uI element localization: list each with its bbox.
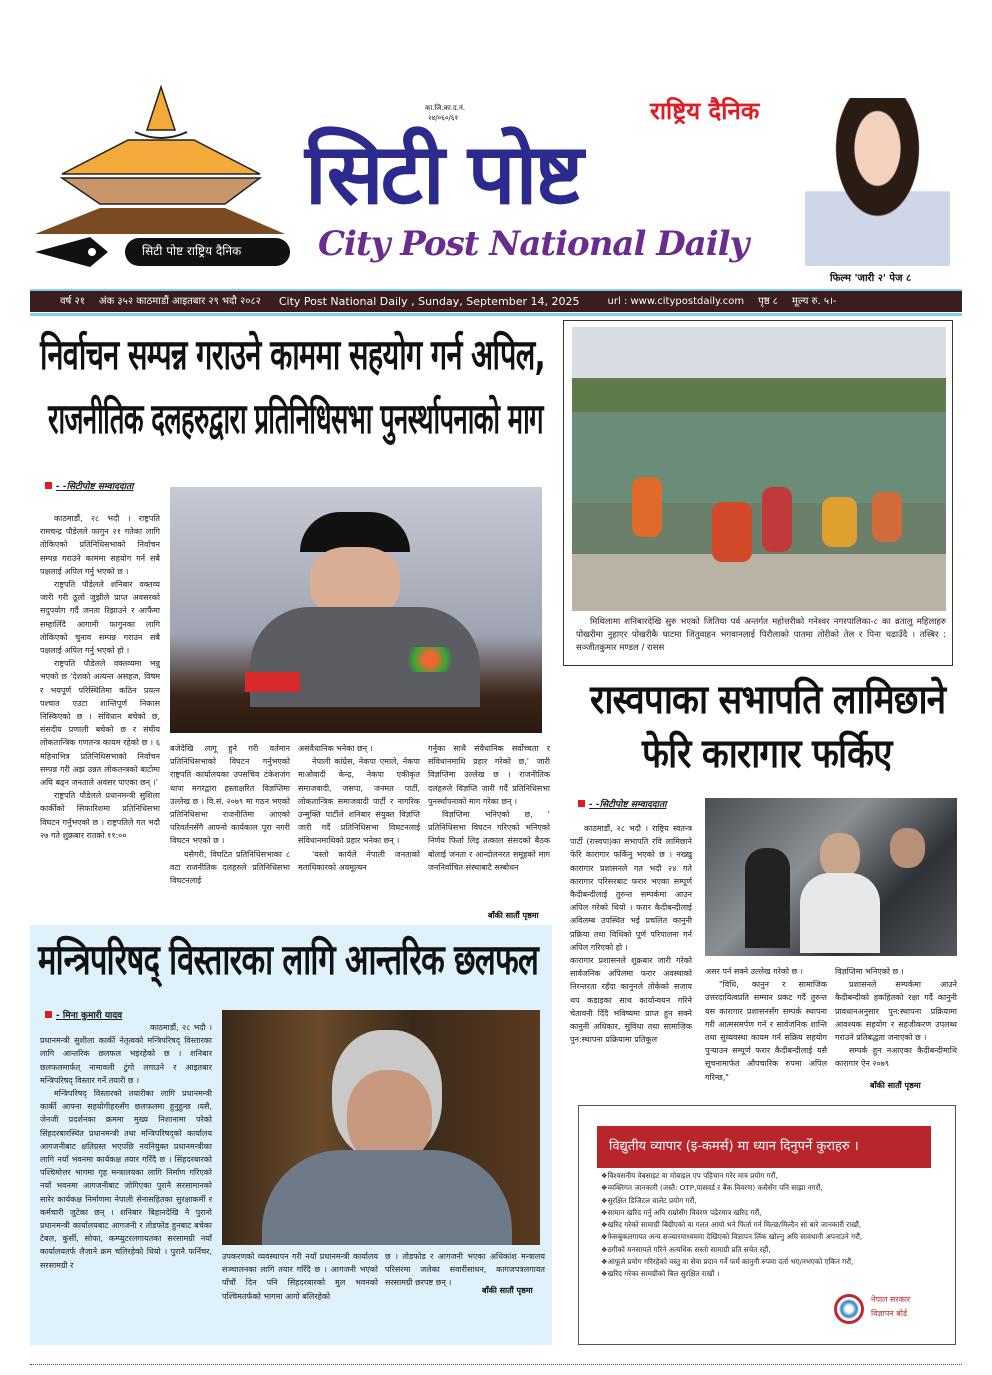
story2-column-2 <box>705 965 827 1090</box>
story1-headline-line2: राजनीतिक दलहरुद्वारा प्रतिनिधिसभा पुनर्स्थापनाको माग <box>48 394 543 443</box>
featured-actress-photo <box>805 98 950 266</box>
story2-headline-line2: फेरि कारागार फर्किए <box>642 731 892 777</box>
story2-column-1 <box>570 822 692 1090</box>
info-bar-content <box>60 291 836 312</box>
ad-title-box <box>597 1126 931 1168</box>
story2-byline: - -सिटीपोष्ट सम्वाददाता <box>578 797 666 810</box>
paragraph: प्रशासनले सम्पर्कमा आउने कैदीबन्दीको हकहितको रक्षा गर्दै कानुनी प्रावधानअनुसार पुन:स्थापना प्रक्रियामा आवश्यक सहयोग र सहजीकरण उपलब्ध गराउने प्रतिबद्धता जनाएको छ । <box>835 980 957 1043</box>
paragraph: विज्ञप्तिमा भनिएको छ, ' प्रतिनिधिसभा विघटन गरिएको भनिएको निर्णय फिर्ता लिइ तत्काल संसदको बैठक बोलाई जनता र आन्दोलनरत समूहको माग जननिर्वाचित संस्थाबाटै सम्बोधन <box>428 810 550 872</box>
ecommerce-ad <box>578 1105 956 1345</box>
story2-continued: बाँकी सातौं पृष्ठमा <box>870 1081 921 1090</box>
english-date: City Post National Daily , Sunday, September 14, 2025 <box>278 295 580 308</box>
story1-column-1 <box>40 512 160 907</box>
volume: वर्ष २१ <box>60 296 85 307</box>
ad-item: ❖सुरक्षित डिजिटल वालेट प्रयोग गरौं, <box>601 1195 697 1205</box>
masthead-tagline: राष्ट्रिय दैनिक <box>650 97 760 125</box>
paragraph: 'यस्तो कार्यले नेपाली जनताको मताधिकारको अवमूल्यन <box>298 849 420 872</box>
issue-date: अंक ३५२ काठमाडौं आइतबार २९ भदौ २०८२ <box>98 296 261 307</box>
story1-continued: बाँकी सातौं पृष्ठमा <box>488 911 539 920</box>
paragraph: उपकरणको व्यवस्थापन गरी नयाँ प्रधानमन्त्री कार्यालय सञ्चालनका लागि तयार गरिँदै छ । आगजनी भएको पाँचौं दिन पनि सिंहदरबारको मुल भवनको पश्चिमतर्फको भागमा आगो बलिरहेको <box>222 1252 378 1301</box>
rule-bottom <box>30 313 962 316</box>
page-count: पृष्ठ ८ <box>758 296 779 307</box>
ad-item: ❖विश्वसनीय वेबसाइट वा मोबाइल एप पहिचान गरेर मात्र प्रयोग गरौं, <box>601 1171 778 1180</box>
president-photo <box>170 487 542 733</box>
masthead-english-title: City Post National Daily <box>318 224 749 264</box>
ad-item: ❖खरिद गरेका सामग्रीको बिल सुरक्षित राखौं । <box>601 1269 720 1279</box>
registration-number: २४/०६०/६१ <box>428 114 459 122</box>
paragraph: "विधि, कानुन र सामाजिक उत्तरदायित्वप्रति सम्मान प्रकट गर्दै तुरुन्त यस कारागार प्रशासनसँग सम्पर्क स्थापना गरी आत्मसमर्पण गर्न र सार्वजनिक शान्ति तथा सुव्यवस्था कायम गर्न सक्रिय सहयोग पुर्‍याउन सम्पूर्ण फरार कैदीबन्दीलाई यसै सूचनामार्फत औपचारिक रुपमा अपिल गरिन्छ," <box>705 980 827 1082</box>
film-teaser: फिल्म 'जारी २' पेज ८ <box>830 273 912 284</box>
logo <box>30 82 292 272</box>
paragraph: असंवैधानिक भनेका छन् । <box>298 744 373 753</box>
story1-headline-line1: निर्वाचन सम्पन्न गराउने काममा सहयोग गर्न अपिल, <box>40 330 545 379</box>
story3-section <box>30 925 552 1345</box>
price: मूल्य रु. ५।- <box>792 296 837 307</box>
website-url: url : www.citypostdaily.com <box>607 296 745 307</box>
ad-item: ❖सामान खरिद गर्नु अघि राम्रोसँग विवरण पढेरमात्र खरिद गरौं, <box>601 1207 762 1217</box>
nepal-government-emblem-icon <box>834 1294 864 1324</box>
story3-column-2 <box>222 1250 378 1320</box>
story1-column-3 <box>298 742 420 897</box>
prime-minister-photo <box>222 1010 540 1245</box>
paragraph: राष्ट्रपति पौडेलले प्रधानमन्त्री सुशिला कार्कीको सिफारिशमा प्रतिनिधिसभा विघटन गर्नुभएको छ । राष्ट्रपतिले गत भदौ २७ गते शुक्रबार रातको ११:०० <box>40 791 160 840</box>
story1-column-2 <box>170 742 290 897</box>
ad-item: ❖आफूले प्रयोग गरिरहेको वस्तु वा सेवा प्रदान गर्ने फर्म कानुनी रुपमा दर्ता भए/नभएको एकिन गरौं, <box>601 1257 854 1267</box>
paragraph: नेपाली कांग्रेस, नेकपा एमाले, नेकपा माओवादी केन्द्र, नेकपा एकीकृत समाजवादी, जसपा, जनमत पार्टी, लोकतान्त्रिक समाजवादी पार्टी र नागरिक उन्मुक्ति पार्टीले शनिबार संयुक्त विज्ञप्ति जारी गर्दै प्रतिनिधिसभा विघटनलाई संविधानमाथिको प्रहार भनेका छन् । <box>298 757 420 846</box>
ad-item: ❖ठगीको मनसायले गरिने अत्यधिक सस्तो सामाग्री प्रति सचेत रहौं, <box>601 1244 771 1254</box>
paragraph: काठमाडौं, २८ भदौ । राष्ट्रपति रामचन्द्र पौडेलले फागुन २१ गतेका लागि तोकिएको प्रतिनिधिसभाको निर्वाचन सम्पन्न गराउने काममा सहयोग गर्न सबै पक्षलाई अपिल गर्नु भएको छ । <box>40 514 160 576</box>
ad-item: ❖खरिद गरेको सामाग्री बिग्रीएको वा गलत आयो भने फिर्ता गर्न मिल्छ/मिल्दैन सो बारे जानकारी राखौं, <box>601 1220 862 1230</box>
ad-org-line2: विज्ञापन बोर्ड <box>871 1309 908 1318</box>
paragraph: गर्नुका साथै संवैधानिक सर्वोच्चता र संविधानमाथि प्रहार गरेको छ,' जारी विज्ञप्तिमा उल्लेख छ । राजनीतिक दलहरुले विज्ञप्ति जारी गर्दै प्रतिनिधिसभा पुनर्स्थापनाको माग गरेका छन् । <box>428 744 550 806</box>
paragraph: काठमाडौं, २८ भदौ । राष्ट्रिय स्वतन्त्र पार्टी (रास्वपा)का सभापति रवि लामिछाने फेरि कारागार फर्किनु भएको छ । नख्खु कारागार प्रशासनले गत भदौ २४ गते कारागार परिसरबाट फरार भएका सम्पूर्ण कैदीबन्दीलाई तुरुन्त सम्पर्कमा आउन अपिल गरेको थियो । फरार कैदीबन्दीलाई अविलम्ब उपस्थित भई प्रचलित कानुनी प्रक्रिया तथा विधिको पूर्ण परिपालना गर्न अपिल गरिएको हो । <box>570 824 692 952</box>
ad-org-line1: नेपाल सरकार <box>871 1295 911 1304</box>
paragraph: राष्ट्रपति पौडेलले वक्तव्यमा भन्नु भएको छ 'देशको अत्यन्त असहज, विषम र भयपूर्ण परिस्थितिमा कठिन प्रयत्न पश्चात एउटा शान्तिपूर्ण निकास निस्किएको छ । संविधान बचेको छ, संसदीय प्रणाली बचेको छ र संघीय लोकतान्त्रिक गणतन्त्र कायम रहेको छ । ६ महिनाभित्र प्रतिनिधिसभाको निर्वाचन सम्पन्न गरी अझ उन्नत लोकतन्त्रको बाटोमा अघि बढ्न जनताले अवसर पाएका छन् ।' <box>40 659 160 788</box>
paragraph: राष्ट्रपति पौडेलले शनिबार वक्तव्य जारी गरी ठूलो जुझीले प्राप्त अवसरको सदुपयोग गर्दै जनता रिझाउने र आफैंमा सम्हालिँदै आगामी फागुनका लागि तोकिएको चुनाव सम्पन्न गराउन सबै पक्षलाई अपिल गर्नु भएको हो । <box>40 580 160 656</box>
story1-column-4 <box>428 742 550 897</box>
paragraph: बजेदेखि लागू हुने गरी वर्तमान प्रतिनिधिसभाको विघटन गर्नुभएको राष्ट्रपति कार्यालयका उपसचिव टंकेशजंग थापा मगरद्वारा हस्ताक्षरित विज्ञप्तिमा उल्लेख छ । वि.सं. २०७९ मा गठन भएको प्रतिनिधिसभा राजनीतिमा आएको परिवर्तनसँगै आफ्नो कार्यकाल पूरा नगरी विघटन भएको छ । <box>170 744 290 846</box>
ad-list <box>601 1170 946 1281</box>
paragraph: असर पर्न सक्ने उल्लेख गरेको छ । <box>705 967 803 976</box>
paragraph: सम्पर्क हुन नआएका कैदीबन्दीमाथि कारागार ऐन २०७९ <box>835 1046 957 1069</box>
story3-continued: बाँकी सातौं पृष्ठमा <box>482 1286 533 1295</box>
story3-column-1 <box>40 1021 212 1321</box>
ad-item: ❖फेसबुकलगायत अन्य सञ्चारमाध्यममा देखिएको विज्ञापन लिंक खोल्नु अघि सावधानी अपनाउने गरौं, <box>601 1232 863 1242</box>
jitiya-photo-caption: मिथिलामा शनिबारदेखि सुरु भएको जितिया पर्व अन्तर्गत महोत्तरीको गनेश्वर नगरपालिका-८ का व्रतालु महिलाहरु पोखरीमा नुहाएर पोखरीकै घाटमा जितुवाहन भगवानलाई पिरौलाको पातमा तोरीको तेल र पिना चढाउँदै । तस्बिर : सञ्जीतकुमार मण्डल / रासस <box>576 617 946 654</box>
info-bar <box>30 291 962 312</box>
story3-headline: मन्त्रिपरिषद् विस्तारका लागि आन्तरिक छलफल <box>38 935 539 984</box>
story2-column-3 <box>835 965 957 1077</box>
masthead-title: सिटी पोष्ट <box>305 125 581 223</box>
paragraph: यसैगरी, विघटित प्रतिनिधिसभाका ८ वटा राजनीतिक दलहरुले प्रतिनिधिसभा विघटनलाई <box>170 849 290 886</box>
paragraph: कारागार प्रशासनले शुक्रबार जारी गरेको सार्वजनिक अपिलमा फरार अवस्थाको निरन्तरता रहँदा कानुनले तोकेको सजाय थप कडाइका साथ कार्यान्वयन गरिने चेतावनी दिँदै भविष्यमा प्राप्त हुन सक्ने कानुनी अधिकार, सुविधा तथा सामाजिक पुन:स्थापना प्रक्रियामा प्रतिकूल <box>570 956 692 1045</box>
registration-label: का.जि.का.द.नं. <box>425 104 466 112</box>
page-bottom-rule <box>30 1364 962 1365</box>
paragraph: काठमाडौं, २८ भदौ । प्रधानमन्त्री सुशीला कार्की नेतृत्वको मन्त्रिपरिषद् विस्तारका लागि आन्तरिक छलफल भइरहेको छ । शनिबार छलफलमार्फत् नामावली टुंगो लगाउने र आइतबार मन्त्रिपरिषद् विस्तार गर्ने तयारी छ । <box>40 1023 212 1085</box>
lamichhane-photo <box>705 798 957 956</box>
paragraph: मन्त्रिपरिषद् विस्तारको तयारीका लागि प्रधानमन्त्री कार्की आफ्ना सहयोगीहरुसँग छलफलमा हुनुहुन्छ ।यसै, जेनजी प्रदर्शनका क्रममा मुख्य निशानामा परेको सिंहदरबारस्थित प्रधानमन्त्री तथा मन्त्रिपरिषद्को कार्यालय आगजनीबाट क्षतिग्रस्त भएपछि नवनियुक्त प्रधानमन्त्रीका लागि नयाँ भवनमा कार्यकक्ष तयार गरिँदै छ । सिंहदरबारको पश्चिमोत्तर भागमा गृह मन्त्रालयका लागि निर्माण गरिएको नयाँ भवनमा आगजनीबाट जोगिएका पुरानै सरसामानको सारेर कार्यकक्ष निर्माणमा नेपाली सेनासहितका सुरक्षाकर्मी र कर्मचारी जुटेका छन् । शनिबार बिहानदेखि नै पुरानो प्रधानमन्त्री कार्यालयबाट आगजनी र तोडफोड हुनबाट बचेका टेबल, कुर्सी, सोफा, कम्प्युटरलगायतका सरसामग्री नयाँ कार्यालयतर्फ लैजाने क्रम चलिरहेको थियो । पुरानै फर्निचर, सरसामग्री र <box>40 1089 212 1270</box>
story2-headline-line1: रास्वपाका सभापति लामिछाने <box>590 677 946 723</box>
story3-column-3 <box>385 1250 545 1288</box>
logo-caption: सिटी पोष्ट राष्ट्रिय दैनिक <box>142 244 242 258</box>
jitiya-photo-box <box>563 320 953 666</box>
story3-byline: - मिना कुमारी यादव <box>45 1008 122 1021</box>
ad-title: विद्युतीय व्यापार (इ-कमर्स) मा ध्यान दिनुपर्ने कुराहरु । <box>609 1139 859 1154</box>
paragraph: विज्ञप्तिमा भनिएको छ । <box>835 967 904 976</box>
jitiya-festival-photo <box>572 327 946 611</box>
ad-item: ❖व्यक्तिगत जानकारी (जस्तै: OTP,पासवर्ड र बैंक विवरण) कसैसँग पनि साझा नगरौं, <box>601 1183 823 1193</box>
story1-byline: - -सिटीपोष्ट सम्वाददाता <box>45 479 133 492</box>
paragraph: छ । तोडफोड र आगजनी भएका अधिकांश मन्त्रालय परिसरमा जलेका सवारीसाधन, कागजपत्रलगायत सरसामग्री छरपष्ट छन् । <box>385 1252 545 1288</box>
